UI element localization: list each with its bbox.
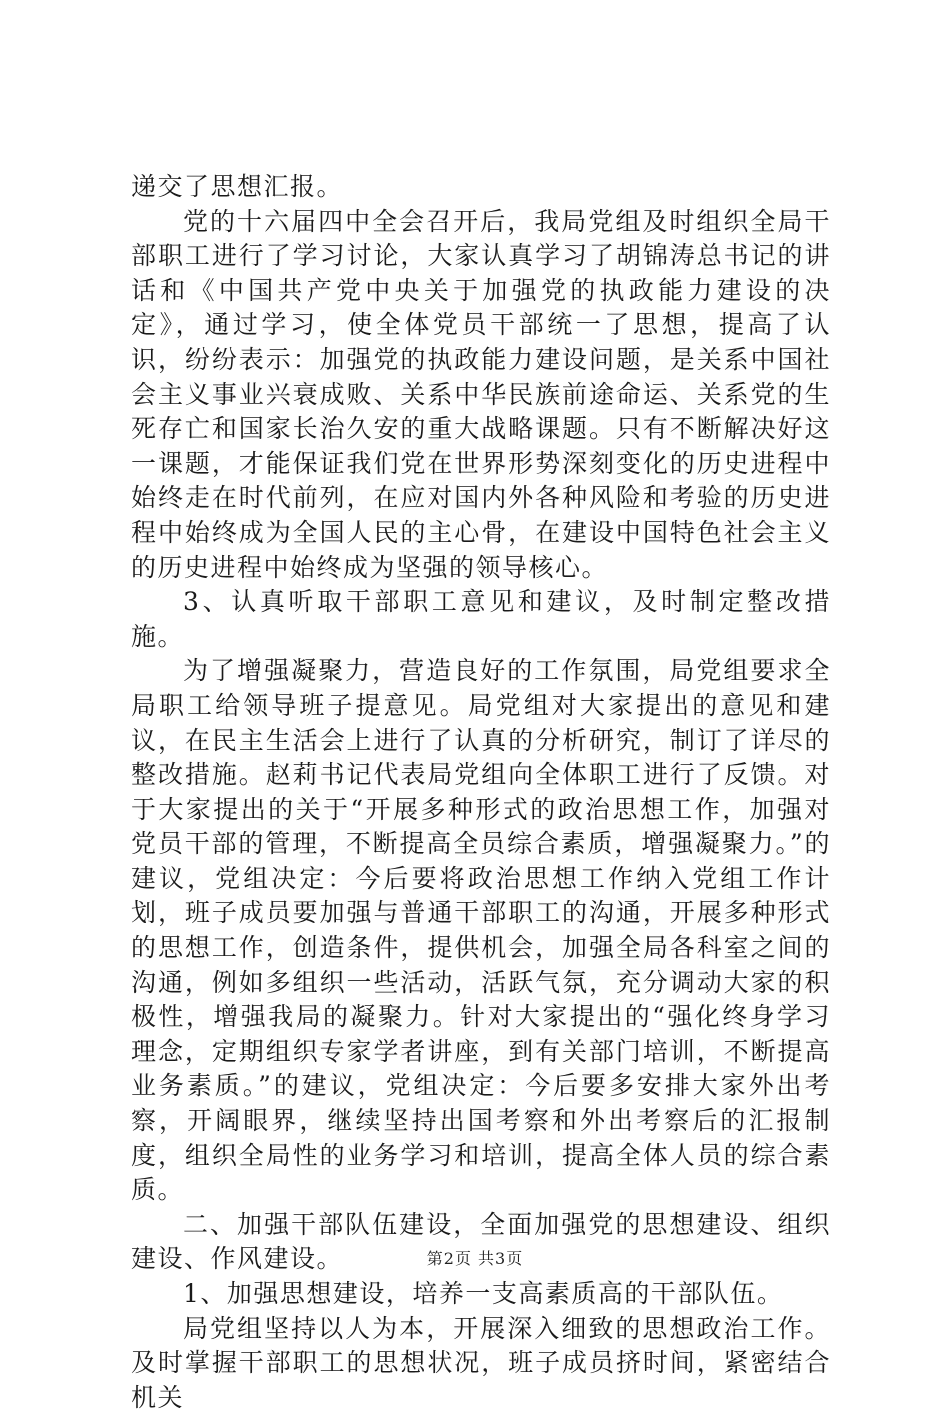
- section-heading-2: 二、加强干部队伍建设，全面加强党的思想建设、组织建设、作风建设。: [131, 1209, 831, 1274]
- paragraph-1: 递交了思想汇报。: [131, 172, 344, 201]
- page-footer: [0, 1246, 950, 1269]
- paragraph-7: 局党组坚持以人为本，开展深入细致的思想政治工作。及时掌握干部职工的思想状况，班子成员挤时间，紧密结合机关: [131, 1313, 831, 1412]
- page-number-label: 第2页 共3页: [426, 1249, 524, 1268]
- subsection-heading-1: 1、加强思想建设，培养一支高素质高的干部队伍。: [183, 1279, 784, 1308]
- paragraph-4: 为了增强凝聚力，营造良好的工作氛围，局党组要求全局职工给领导班子提意见。局党组对大家提出的意见和建议，在民主生活会上进行了认真的分析研究，制订了详尽的整改措施。赵莉书记代表局党组向全体职工进行了反馈。对于大家提出的关于“开展多种形式的政治思想工作，加强对党员干部的管理，不断提高全员综合素质，增强凝聚力。”的建议，党组决定：今后要将政治思想工作纳入党组工作计划，班子成员要加强与普通干部职工的沟通，开展多种形式的思想工作，创造条件，提供机会，加强全局各科室之间的沟通，例如多组织一些活动，活跃气氛，充分调动大家的积极性，增强我局的凝聚力。针对大家提出的“强化终身学习理念，定期组织专家学者讲座，到有关部门培训，不断提高业务素质。”的建议，党组决定：今后要多安排大家外出考察，开阔眼界，继续坚持出国考察和外出考察后的汇报制度，组织全局性的业务学习和培训，提高全体人员的综合素质。: [131, 656, 831, 1205]
- paragraph-2: 党的十六届四中全会召开后，我局党组及时组织全局干部职工进行了学习讨论，大家认真学习了胡锦涛总书记的讲话和《中国共产党中央关于加强党的执政能力建设的决定》，通过学习，使全体党员干部统一了思想，提高了认识，纷纷表示：加强党的执政能力建设问题，是关系中国社会主义事业兴衰成败、关系中华民族前途命运、关系党的生死存亡和国家长治久安的重大战略课题。只有不断解决好这一课题，才能保证我们党在世界形势深刻变化的历史进程中始终走在时代前列，在应对国内外各种风险和考验的历史进程中始终成为全国人民的主心骨，在建设中国特色社会主义的历史进程中始终成为坚强的领导核心。: [131, 206, 831, 582]
- paragraph-3-heading: 3、认真听取干部职工意见和建议，及时制定整改措施。: [131, 587, 831, 651]
- document-body: [131, 170, 831, 1415]
